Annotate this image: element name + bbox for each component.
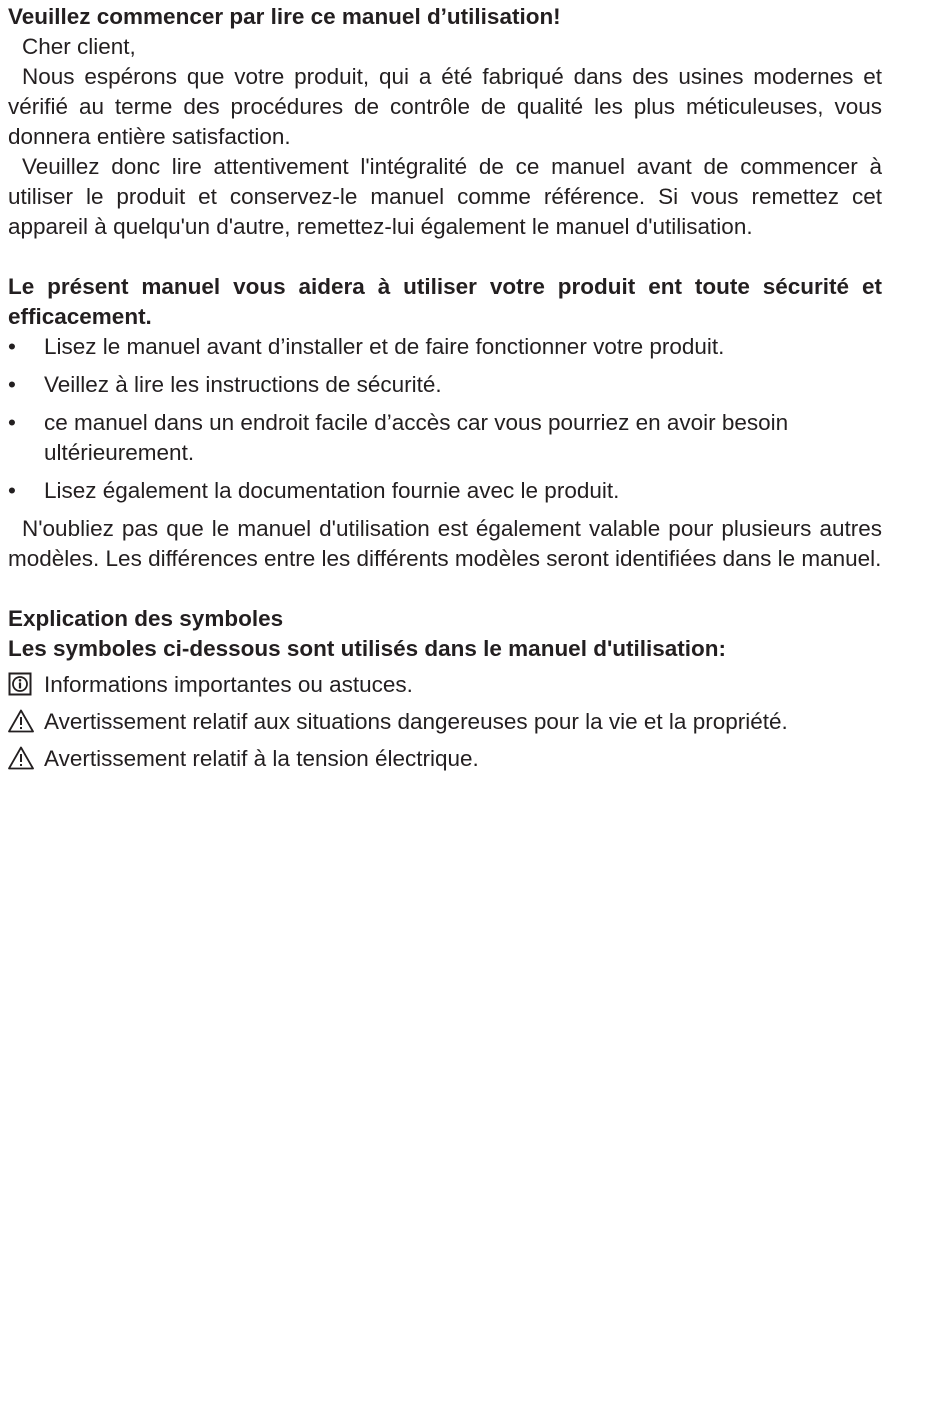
list-item [8, 332, 882, 362]
bullet-icon: • [8, 410, 16, 435]
list-item [8, 370, 882, 400]
warning-triangle-icon [8, 709, 34, 733]
section-spacer [8, 242, 882, 272]
page-heading: Veuillez commencer par lire ce manuel d’utilisation! [8, 4, 561, 29]
list-item [8, 408, 882, 468]
safety-heading: Le présent manuel vous aidera à utiliser votre produit ent toute sécurité et efficacement. [8, 274, 882, 329]
manual-page [8, 2, 882, 781]
models-note: N'oubliez pas que le manuel d'utilisation est également valable pour plusieurs autres modèles. Les différences entre les différents modèles seront identifiées dans le manuel. [8, 516, 882, 571]
list-item-text: Lisez également la documentation fournie avec le produit. [44, 478, 620, 503]
symbols-title: Explication des symboles [8, 606, 284, 631]
section-spacer [8, 574, 882, 604]
bullet-icon: • [8, 372, 16, 397]
symbol-row-electric [8, 744, 882, 774]
list-item-text: Veillez à lire les instructions de sécurité. [44, 372, 442, 397]
list-item-text: ce manuel dans un endroit facile d’accès car vous pourriez en avoir besoin ultérieurement. [44, 410, 789, 465]
bullet-icon: • [8, 478, 16, 503]
instruction-list [8, 332, 882, 506]
symbol-description: Avertissement relatif à la tension électrique. [44, 746, 479, 771]
greeting: Cher client, [22, 34, 136, 59]
symbol-row-info [8, 670, 882, 700]
intro-paragraph: Veuillez donc lire attentivement l'intégralité de ce manuel avant de commencer à utiliser le produit et conservez-le manuel comme référence. Si vous remettez cet appareil à quelqu'un d'autre, remettez-lui également le manuel d'utilisation. [8, 154, 882, 239]
intro-paragraph: Nous espérons que votre produit, qui a été fabriqué dans des usines modernes et vérifié au terme des procédures de contrôle de qualité les plus méticuleuses, vous donnera entière satisfaction. [8, 64, 882, 149]
info-icon [8, 672, 34, 696]
list-item [8, 476, 882, 506]
symbol-row-hazard [8, 707, 882, 737]
symbol-description: Avertissement relatif aux situations dangereuses pour la vie et la propriété. [44, 709, 788, 734]
symbol-description: Informations importantes ou astuces. [44, 672, 413, 697]
symbols-subtitle: Les symboles ci-dessous sont utilisés dans le manuel d'utilisation: [8, 636, 727, 661]
list-item-text: Lisez le manuel avant d’installer et de faire fonctionner votre produit. [44, 334, 725, 359]
bullet-icon: • [8, 334, 16, 359]
warning-triangle-icon [8, 746, 34, 770]
